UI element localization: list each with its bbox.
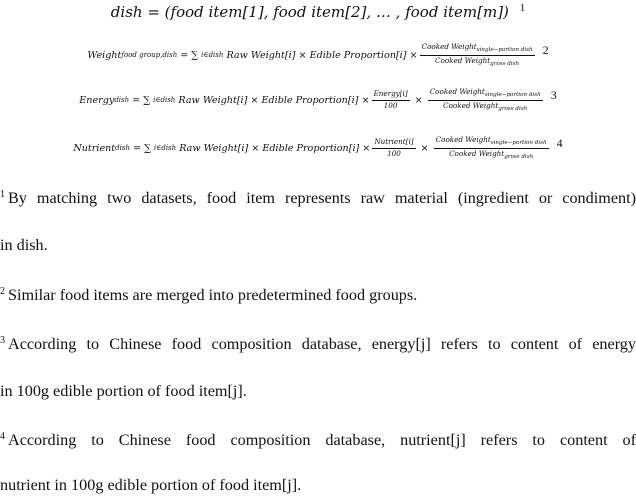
- footnote-2-text: Similar food items are merged into predetermined food groups.: [8, 286, 418, 304]
- footnote-3-text: According to Chinese food composition database, energy[j] refers to content of energy: [8, 335, 636, 353]
- equation-weight-frac-num-sub: single−portion dish: [476, 47, 533, 54]
- equation-energy-lhs-sub: dish: [114, 96, 130, 104]
- equation-nutrient: [0, 131, 636, 165]
- equation-energy-times: ×: [414, 94, 423, 106]
- equation-nutrient-frac-num-sub: single−portion dish: [490, 140, 547, 147]
- equation-energy-frac-den: Cooked Weight: [443, 100, 499, 110]
- equation-energy-ratio: [372, 90, 410, 110]
- equation-nutrient-lhs: Nutrient: [73, 142, 116, 154]
- equation-energy-frac-num-sub: single−portion dish: [484, 92, 541, 99]
- equation-weight-frac-den-sub: gross dish: [490, 60, 520, 67]
- footnote-4-mark: 4: [0, 431, 5, 442]
- equation-dish-mark: 1: [519, 2, 526, 14]
- equation-dish-lhs: dish: [110, 3, 143, 21]
- footnote-1-text: By matching two datasets, food item represents raw material (ingredient or condiment): [8, 189, 636, 207]
- equation-nutrient-frac-den-sub: gross dish: [504, 153, 534, 160]
- equation-energy-number: 3: [550, 87, 557, 102]
- equation-energy-sum: = ∑: [132, 94, 151, 106]
- equation-weight: [0, 38, 636, 72]
- equation-nutrient-frac-num: Cooked Weight: [435, 135, 491, 145]
- equation-nutrient-ratio: [372, 138, 415, 158]
- footnote-1-mark: 1: [0, 189, 5, 200]
- equation-nutrient-sum: = ∑: [132, 142, 151, 154]
- footnote-3-line-1: [0, 336, 636, 352]
- equation-nutrient-frac-den: Cooked Weight: [449, 148, 505, 158]
- equation-energy-frac-num: Cooked Weight: [429, 87, 485, 97]
- equation-nutrient-sum-sub: i∈dish: [153, 144, 177, 152]
- footnote-3-mark: 3: [0, 335, 5, 346]
- equation-energy-frac-den-sub: gross dish: [498, 105, 528, 112]
- equation-weight-number: 2: [542, 42, 549, 57]
- equation-nutrient-times: ×: [420, 142, 429, 154]
- equation-weight-frac-num: Cooked Weight: [421, 42, 477, 52]
- equation-weight-lhs: Weight: [87, 49, 122, 61]
- equation-energy-sum-sub: i∈dish: [153, 96, 176, 104]
- equation-nutrient-number: 4: [556, 135, 563, 150]
- equation-dish: [0, 2, 636, 21]
- equation-weight-sum-sub: i∈dish: [201, 51, 224, 59]
- equation-weight-lhs-sub: food group,dish: [121, 51, 178, 59]
- footnote-4-text: According to Chinese food composition database, nutrient[j] refers to content of: [8, 431, 636, 449]
- footnote-4-line-1: [0, 432, 636, 448]
- footnote-3-line-2: in 100g edible portion of food item[j].: [0, 382, 247, 400]
- footnote-4-line-2: nutrient in 100g edible portion of food item[j].: [0, 476, 302, 494]
- equation-weight-frac-den: Cooked Weight: [435, 55, 491, 65]
- equation-energy-fraction: [428, 88, 543, 112]
- equation-weight-terms: Raw Weight[i] × Edible Proportion[i] ×: [226, 49, 418, 61]
- equation-energy-ratio-num: Energy[i]: [372, 90, 410, 100]
- footnote-2: [0, 287, 636, 303]
- equation-nutrient-terms: Raw Weight[i] × Edible Proportion[i] ×: [179, 142, 371, 154]
- equation-weight-fraction: [420, 43, 535, 67]
- footnote-2-mark: 2: [0, 286, 5, 297]
- equation-nutrient-lhs-sub: dish: [115, 144, 130, 152]
- equation-nutrient-ratio-num: Nutrient[i]: [372, 138, 415, 148]
- equation-energy-terms: Raw Weight[i] × Edible Proportion[i] ×: [178, 94, 370, 106]
- equation-dish-rhs: = (food item[1], food item[2], … , food item[m]): [147, 3, 509, 21]
- equation-energy-ratio-den: 100: [383, 100, 398, 110]
- equation-energy-lhs: Energy: [79, 94, 115, 106]
- footnote-1-line-2: in dish.: [0, 236, 48, 254]
- equation-weight-sum: = ∑: [180, 49, 199, 61]
- equation-energy: [0, 83, 636, 117]
- equation-nutrient-ratio-den: 100: [387, 148, 401, 158]
- footnote-1-line-1: [0, 190, 636, 206]
- equation-nutrient-fraction: [434, 136, 549, 160]
